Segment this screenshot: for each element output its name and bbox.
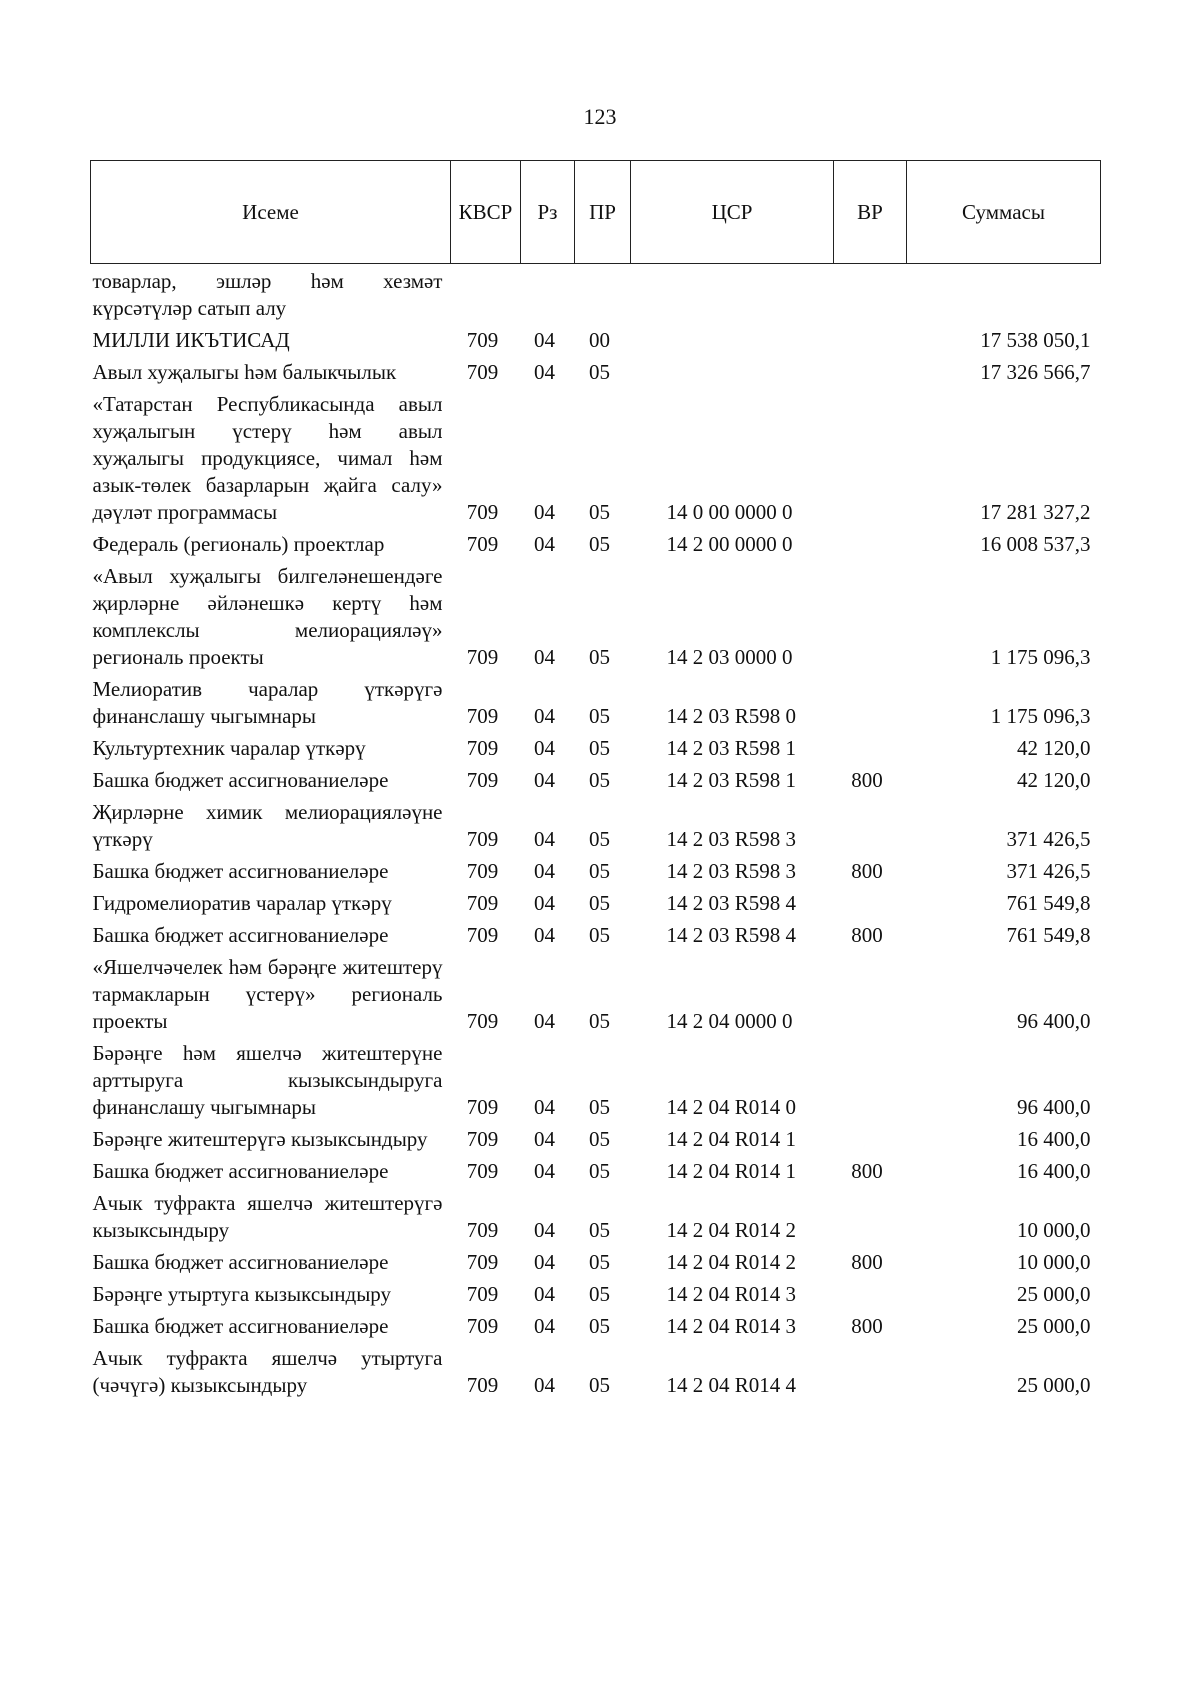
cell-pr: 05 [589, 859, 610, 883]
cell-kvsr: 709 [466, 768, 499, 792]
cell-pr: 05 [589, 827, 610, 851]
table-row [91, 954, 1101, 1040]
cell-rz: 04 [534, 645, 555, 669]
cell-name: Ачык туфракта яшелчә житештерүгә кызыксындыру [92, 1191, 443, 1242]
table-row [91, 922, 1101, 954]
table-row [91, 1313, 1101, 1345]
cell-vr: 800 [851, 1250, 883, 1274]
cell-vr [834, 1126, 907, 1158]
cell-csr: 14 2 03 0000 0 [666, 645, 793, 669]
cell-pr: 05 [589, 1373, 610, 1397]
table-row [91, 676, 1101, 735]
cell-vr [834, 391, 907, 531]
table-row [91, 264, 1101, 328]
table-body [91, 264, 1101, 1405]
cell-sum: 42 120,0 [1017, 768, 1091, 792]
cell-csr: 14 2 04 R014 1 [666, 1127, 797, 1151]
cell-vr [834, 531, 907, 563]
cell-vr: 800 [851, 768, 883, 792]
cell-sum: 761 549,8 [1006, 891, 1091, 915]
cell-kvsr [451, 264, 521, 328]
cell-vr [834, 735, 907, 767]
cell-name: Җирләрне химик мелиорацияләүне үткәрү [92, 800, 443, 851]
cell-csr: 14 2 04 R014 3 [666, 1314, 797, 1338]
cell-kvsr: 709 [466, 1009, 499, 1033]
cell-csr [631, 264, 834, 328]
cell-kvsr: 709 [466, 923, 499, 947]
cell-kvsr: 709 [466, 1127, 499, 1151]
cell-name: «Авыл хуҗалыгы билгеләнешендәге җирләрне әйләнешкә кертү һәм комплекслы мелиорацияләү» региональ проекты [92, 564, 443, 669]
cell-sum: 25 000,0 [1017, 1314, 1091, 1338]
cell-csr [631, 327, 834, 359]
cell-pr: 05 [589, 1009, 610, 1033]
cell-kvsr: 709 [466, 1373, 499, 1397]
cell-csr: 14 2 04 R014 3 [666, 1282, 797, 1306]
cell-kvsr: 709 [466, 328, 499, 352]
cell-name: Башка бюджет ассигнованиеләре [92, 1159, 389, 1183]
cell-rz: 04 [534, 328, 555, 352]
cell-csr: 14 2 04 R014 0 [666, 1095, 797, 1119]
table-row [91, 890, 1101, 922]
table-row [91, 799, 1101, 858]
table-row [91, 563, 1101, 676]
cell-sum: 761 549,8 [1006, 923, 1091, 947]
cell-csr: 14 2 03 R598 4 [666, 891, 797, 915]
header-name: Исеме [91, 161, 451, 264]
cell-name: Культуртехник чаралар үткәрү [92, 736, 366, 760]
cell-name: Мелиоратив чаралар үткәрүгә финанслашу чыгымнары [92, 677, 443, 728]
table-row [91, 1281, 1101, 1313]
table-row [91, 327, 1101, 359]
cell-csr: 14 2 03 R598 1 [666, 736, 797, 760]
cell-csr: 14 2 00 0000 0 [666, 532, 793, 556]
header-sum: Суммасы [907, 161, 1101, 264]
cell-rz: 04 [534, 360, 555, 384]
cell-rz: 04 [534, 1009, 555, 1033]
table-row [91, 1345, 1101, 1404]
cell-pr: 05 [589, 1218, 610, 1242]
cell-sum: 16 400,0 [1017, 1159, 1091, 1183]
table-row [91, 858, 1101, 890]
cell-csr: 14 2 04 R014 4 [666, 1373, 797, 1397]
cell-csr: 14 2 04 R014 2 [666, 1218, 797, 1242]
cell-vr [834, 799, 907, 858]
header-kvsr: КВСР [451, 161, 521, 264]
cell-kvsr: 709 [466, 1218, 499, 1242]
table-row [91, 391, 1101, 531]
cell-sum: 17 538 050,1 [980, 328, 1091, 352]
cell-csr: 14 0 00 0000 0 [666, 500, 793, 524]
cell-rz: 04 [534, 768, 555, 792]
cell-rz: 04 [534, 736, 555, 760]
cell-rz: 04 [534, 1127, 555, 1151]
cell-vr [834, 1345, 907, 1404]
cell-kvsr: 709 [466, 859, 499, 883]
cell-rz: 04 [534, 1373, 555, 1397]
cell-name: товарлар, эшләр һәм хезмәт күрсәтүләр сатып алу [92, 269, 443, 320]
cell-name: МИЛЛИ ИКЪТИСАД [92, 328, 290, 352]
cell-sum: 16 400,0 [1017, 1127, 1091, 1151]
cell-rz: 04 [534, 1250, 555, 1274]
cell-name: «Татарстан Республикасында авыл хуҗалыгын үстерү һәм авыл хуҗалыгы продукциясе, чимал һәм азык-төлек базарларын җайга салу» дәүләт программасы [92, 392, 443, 524]
cell-kvsr: 709 [466, 645, 499, 669]
cell-pr: 00 [589, 328, 610, 352]
cell-rz: 04 [534, 891, 555, 915]
cell-csr: 14 2 03 R598 1 [666, 768, 797, 792]
cell-pr: 05 [589, 1127, 610, 1151]
table-row [91, 1158, 1101, 1190]
cell-kvsr: 709 [466, 704, 499, 728]
table-row [91, 735, 1101, 767]
cell-rz: 04 [534, 923, 555, 947]
cell-pr: 05 [589, 1095, 610, 1119]
cell-name: «Яшелчәчелек һәм бәрәңге житештерү тармакларын үстерү» региональ проекты [92, 955, 443, 1033]
header-csr: ЦСР [631, 161, 834, 264]
cell-pr: 05 [589, 360, 610, 384]
cell-pr: 05 [589, 532, 610, 556]
cell-name: Федераль (региональ) проектлар [92, 532, 385, 556]
cell-name: Бәрәңге утыртуга кызыксындыру [92, 1282, 392, 1306]
cell-vr: 800 [851, 923, 883, 947]
cell-name: Башка бюджет ассигнованиеләре [92, 859, 389, 883]
cell-csr: 14 2 03 R598 0 [666, 704, 797, 728]
cell-name: Ачык туфракта яшелчә утыртуга (чәчүгә) кызыксындыру [92, 1346, 443, 1397]
cell-csr: 14 2 03 R598 3 [666, 827, 797, 851]
header-vr: ВР [834, 161, 907, 264]
cell-sum: 371 426,5 [1006, 859, 1091, 883]
table-row [91, 1126, 1101, 1158]
table-row [91, 1190, 1101, 1249]
cell-vr: 800 [851, 859, 883, 883]
cell-name: Авыл хуҗалыгы һәм балыкчылык [92, 360, 397, 384]
cell-csr: 14 2 03 R598 4 [666, 923, 797, 947]
cell-rz: 04 [534, 1282, 555, 1306]
cell-rz: 04 [534, 704, 555, 728]
cell-vr [834, 1281, 907, 1313]
table-row [91, 531, 1101, 563]
cell-name: Башка бюджет ассигнованиеләре [92, 1314, 389, 1338]
cell-sum: 16 008 537,3 [980, 532, 1091, 556]
cell-sum: 96 400,0 [1017, 1009, 1091, 1033]
cell-pr: 05 [589, 500, 610, 524]
cell-vr [834, 890, 907, 922]
cell-sum: 42 120,0 [1017, 736, 1091, 760]
cell-vr [834, 1190, 907, 1249]
cell-sum: 1 175 096,3 [990, 704, 1091, 728]
cell-vr [834, 676, 907, 735]
cell-csr: 14 2 04 R014 2 [666, 1250, 797, 1274]
table-header-row [91, 161, 1101, 264]
cell-sum: 25 000,0 [1017, 1373, 1091, 1397]
cell-kvsr: 709 [466, 827, 499, 851]
cell-pr: 05 [589, 1282, 610, 1306]
cell-sum: 96 400,0 [1017, 1095, 1091, 1119]
cell-kvsr: 709 [466, 1314, 499, 1338]
cell-vr [834, 359, 907, 391]
cell-name: Башка бюджет ассигнованиеләре [92, 923, 389, 947]
cell-sum: 1 175 096,3 [990, 645, 1091, 669]
cell-name: Башка бюджет ассигнованиеләре [92, 768, 389, 792]
cell-vr: 800 [851, 1314, 883, 1338]
budget-table [90, 160, 1101, 1404]
cell-pr: 05 [589, 1250, 610, 1274]
cell-sum: 17 281 327,2 [980, 500, 1091, 524]
cell-sum: 371 426,5 [1006, 827, 1091, 851]
cell-rz: 04 [534, 859, 555, 883]
cell-vr [834, 1040, 907, 1126]
cell-sum: 10 000,0 [1017, 1218, 1091, 1242]
cell-name: Бәрәңге һәм яшелчә житештерүне арттыруга кызыксындыруга финанслашу чыгымнары [92, 1041, 443, 1119]
cell-kvsr: 709 [466, 1250, 499, 1274]
cell-rz [521, 264, 575, 328]
cell-rz: 04 [534, 500, 555, 524]
cell-pr: 05 [589, 923, 610, 947]
table-row [91, 359, 1101, 391]
cell-name: Бәрәңге житештерүгә кызыксындыру [92, 1127, 428, 1151]
header-pr: ПР [575, 161, 631, 264]
cell-kvsr: 709 [466, 1159, 499, 1183]
cell-pr: 05 [589, 891, 610, 915]
cell-csr: 14 2 04 R014 1 [666, 1159, 797, 1183]
cell-kvsr: 709 [466, 736, 499, 760]
cell-csr [631, 359, 834, 391]
cell-name: Гидромелиоратив чаралар үткәрү [92, 891, 392, 915]
cell-pr: 05 [589, 1159, 610, 1183]
cell-kvsr: 709 [466, 1282, 499, 1306]
cell-pr: 05 [589, 736, 610, 760]
page-number: 123 [583, 104, 617, 129]
cell-csr: 14 2 03 R598 3 [666, 859, 797, 883]
cell-sum: 25 000,0 [1017, 1282, 1091, 1306]
cell-sum: 17 326 566,7 [980, 360, 1091, 384]
table-row [91, 1040, 1101, 1126]
cell-vr [834, 327, 907, 359]
table-row [91, 767, 1101, 799]
cell-pr [575, 264, 631, 328]
cell-rz: 04 [534, 1095, 555, 1119]
cell-csr: 14 2 04 0000 0 [666, 1009, 793, 1033]
cell-pr: 05 [589, 704, 610, 728]
cell-kvsr: 709 [466, 360, 499, 384]
cell-rz: 04 [534, 1314, 555, 1338]
cell-rz: 04 [534, 1159, 555, 1183]
cell-pr: 05 [589, 1314, 610, 1338]
table-row [91, 1249, 1101, 1281]
cell-kvsr: 709 [466, 500, 499, 524]
cell-rz: 04 [534, 827, 555, 851]
cell-rz: 04 [534, 532, 555, 556]
cell-rz: 04 [534, 1218, 555, 1242]
cell-name: Башка бюджет ассигнованиеләре [92, 1250, 389, 1274]
cell-kvsr: 709 [466, 1095, 499, 1119]
cell-sum [907, 264, 1101, 328]
cell-kvsr: 709 [466, 532, 499, 556]
cell-vr [834, 954, 907, 1040]
cell-pr: 05 [589, 768, 610, 792]
cell-sum: 10 000,0 [1017, 1250, 1091, 1274]
cell-vr [834, 264, 907, 328]
cell-pr: 05 [589, 645, 610, 669]
cell-kvsr: 709 [466, 891, 499, 915]
cell-vr: 800 [851, 1159, 883, 1183]
header-rz: Рз [521, 161, 575, 264]
cell-vr [834, 563, 907, 676]
